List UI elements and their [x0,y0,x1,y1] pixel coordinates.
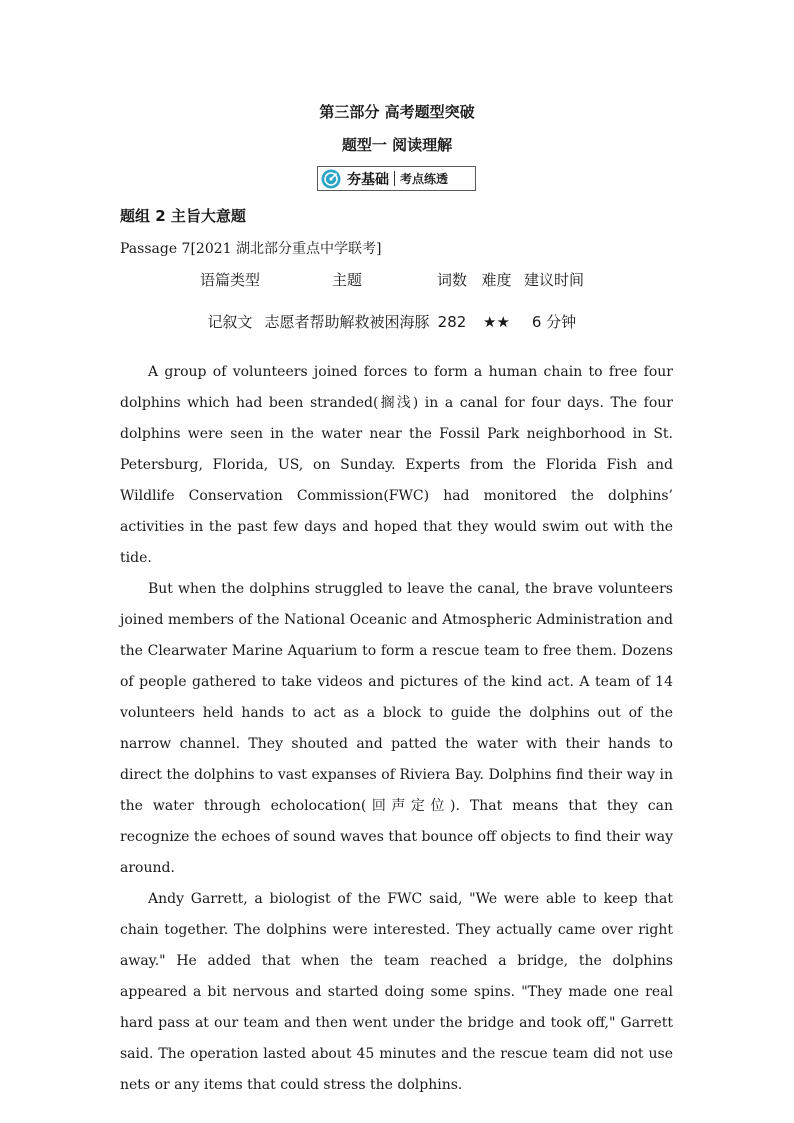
cell-suggested-time: 6 分钟 [531,313,577,331]
passage-info-table [196,264,589,350]
cell-theme: 志愿者帮助解救被困海豚 [264,313,430,331]
table-header-row [196,264,589,294]
section-title: 题组 2 主旨大意题 [120,207,246,225]
header-cell-theme: 主题 [331,270,362,289]
passage-body [120,357,673,1101]
cell-difficulty: ★★ [483,313,510,331]
table-row [196,294,589,350]
paragraph-2: But when the dolphins struggled to leave the canal, the brave volunteers joined members of the National Oceanic and Atmospheric Administration and the Clearwater Marine Aquarium to form a rescue team to free them. Dozens of people gathered to take videos and pictures of the kind act. A team of 14 volunteers held hands to act as a block to guide the dolphins out of the narrow channel. They shouted and patted the water with their hands to direct the dolphins to vast expanses of Riviera Bay. Dolphins find their way in the water through echolocation(回声定位). That means that they can recognize the echoes of sound waves that bounce off objects to find their way around. [120,581,673,876]
part-title: 第三部分 高考题型突破 [319,103,475,121]
cell-word-count: 282 [437,313,467,331]
question-type-title: 题型一 阅读理解 [341,136,453,154]
header-cell-word-count: 词数 [436,270,467,289]
header-cell-suggested-time: 建议时间 [523,270,584,289]
cell-text-type: 记叙文 [207,313,253,331]
header-cell-difficulty: 难度 [481,270,512,289]
passage-label: Passage 7[2021 湖北部分重点中学联考] [120,241,382,257]
badge-sub-label: 考点练透 [400,172,449,186]
paragraph-1: A group of volunteers joined forces to form a human chain to free four dolphins which had been stranded(搁浅) in a canal for four days. The four dolphins were seen in the water near the Fossil Park neighborhood in St. Petersburg, Florida, US, on Sunday. Experts from the Florida Fish and Wildlife Conservation Commission(FWC) had monitored the dolphins’ activities in the past few days and hoped that they would swim out with the tide. [120,364,673,566]
paragraph-3: Andy Garrett, a biologist of the FWC said, "We were able to keep that chain together. The dolphins were interested. They actually came over right away." He added that when the team reached a bridge, the dolphins appeared a bit nervous and started doing some spins. "They made one real hard pass at our team and then went under the bridge and took off," Garrett said. The operation lasted about 45 minutes and the rescue team did not use nets or any items that could stress the dolphins. [120,891,673,1093]
badge-main-label: 夯基础 [347,171,389,188]
header-cell-text-type: 语篇类型 [199,270,260,289]
basics-badge [317,166,476,191]
target-icon [318,167,344,190]
